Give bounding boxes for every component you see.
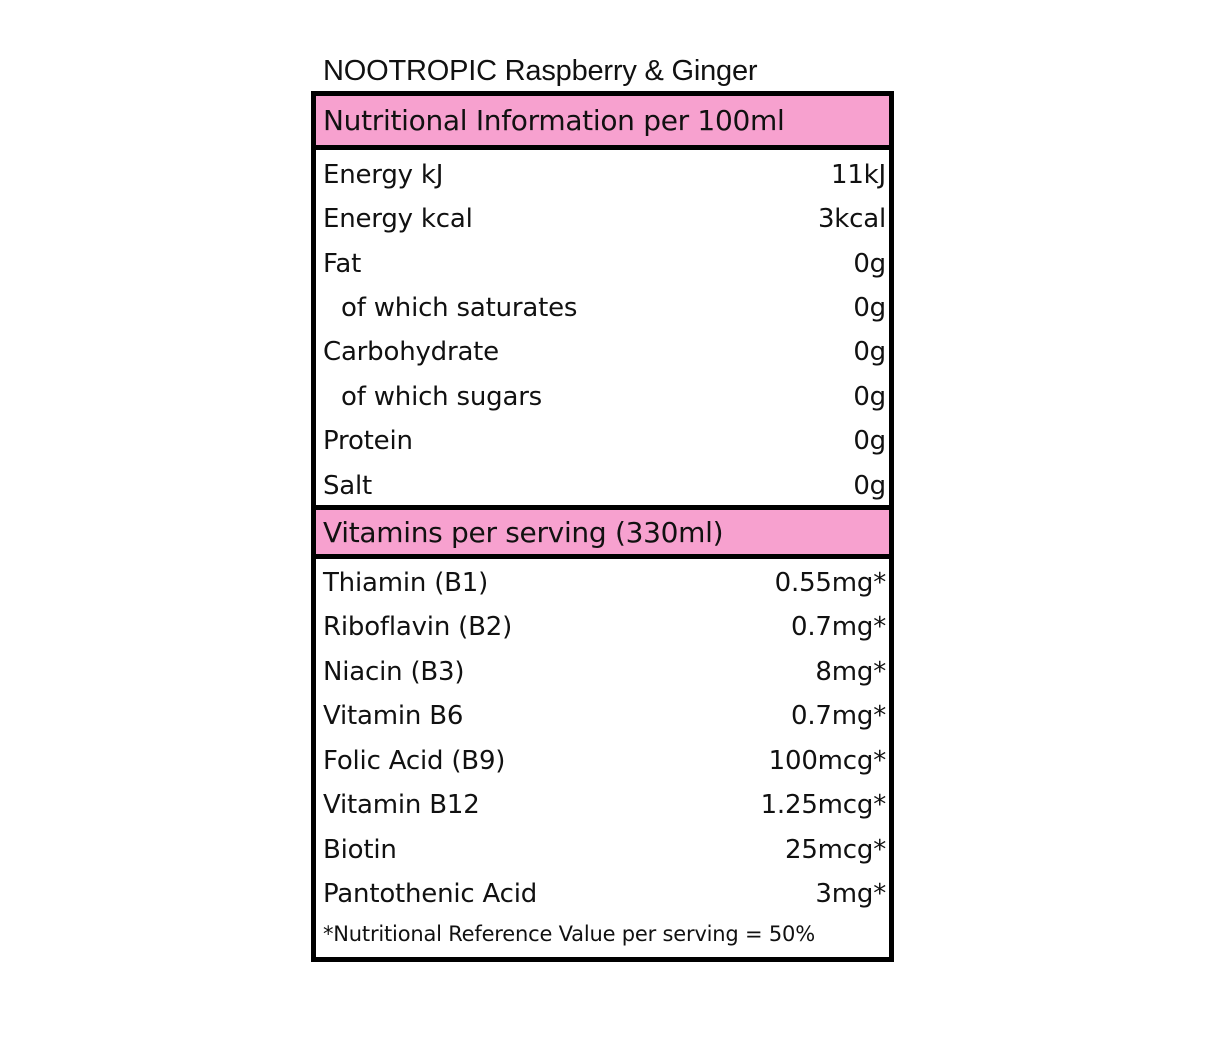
nrv-footnote: *Nutritional Reference Value per serving = 50% — [323, 922, 815, 946]
vitamin-value: 8mg* — [815, 657, 886, 687]
vitamin-row — [316, 561, 889, 605]
vitamin-row — [316, 650, 889, 694]
nutrient-label: Energy kcal — [323, 204, 473, 234]
vitamin-label: Thiamin (B1) — [323, 568, 489, 598]
vitamin-label: Pantothenic Acid — [323, 879, 538, 909]
nutrition-row — [316, 286, 889, 330]
vitamin-value: 0.55mg* — [774, 568, 886, 598]
vitamin-label: Folic Acid (B9) — [323, 746, 506, 776]
nutrient-value: 0g — [853, 426, 886, 456]
nutrient-label: Carbohydrate — [323, 337, 499, 367]
vitamin-row — [316, 694, 889, 738]
vitamin-row — [316, 739, 889, 783]
vitamin-row — [316, 872, 889, 916]
vitamin-label: Vitamin B12 — [323, 790, 480, 820]
nutrient-label: of which sugars — [341, 382, 543, 412]
vitamins-header: Vitamins per serving (330ml) — [316, 505, 889, 559]
vitamin-label: Biotin — [323, 835, 397, 865]
nutrient-label: Energy kJ — [323, 160, 444, 190]
nutrition-row — [316, 197, 889, 241]
nutrition-header: Nutritional Information per 100ml — [316, 96, 889, 150]
vitamin-label: Riboflavin (B2) — [323, 612, 513, 642]
vitamin-label: Niacin (B3) — [323, 657, 465, 687]
nutrition-row — [316, 464, 889, 508]
nutrient-value: 0g — [853, 337, 886, 367]
nutrition-row — [316, 153, 889, 197]
nutrient-value: 0g — [853, 249, 886, 279]
vitamin-row — [316, 605, 889, 649]
nutrient-label: Salt — [323, 471, 373, 501]
nutrition-row — [316, 330, 889, 374]
vitamin-value: 100mcg* — [768, 746, 886, 776]
nutrient-value: 11kJ — [830, 160, 886, 190]
vitamin-value: 25mcg* — [784, 835, 886, 865]
nutrition-row — [316, 419, 889, 463]
vitamin-value: 0.7mg* — [791, 612, 886, 642]
vitamin-value: 1.25mcg* — [760, 790, 886, 820]
nutrient-value: 0g — [853, 382, 886, 412]
nutrient-label: of which saturates — [341, 293, 578, 323]
nutrient-value: 3kcal — [817, 204, 886, 234]
nutrition-row — [316, 242, 889, 286]
nutrient-label: Protein — [323, 426, 413, 456]
nutrition-row — [316, 375, 889, 419]
vitamin-row — [316, 828, 889, 872]
nutrition-label-panel — [311, 91, 894, 962]
vitamin-value: 0.7mg* — [791, 701, 886, 731]
vitamin-row — [316, 783, 889, 827]
vitamin-label: Vitamin B6 — [323, 701, 464, 731]
product-title: NOOTROPIC Raspberry & Ginger — [323, 55, 758, 87]
nutrient-value: 0g — [853, 293, 886, 323]
vitamin-value: 3mg* — [815, 879, 886, 909]
nutrient-value: 0g — [853, 471, 886, 501]
nutrient-label: Fat — [323, 249, 362, 279]
